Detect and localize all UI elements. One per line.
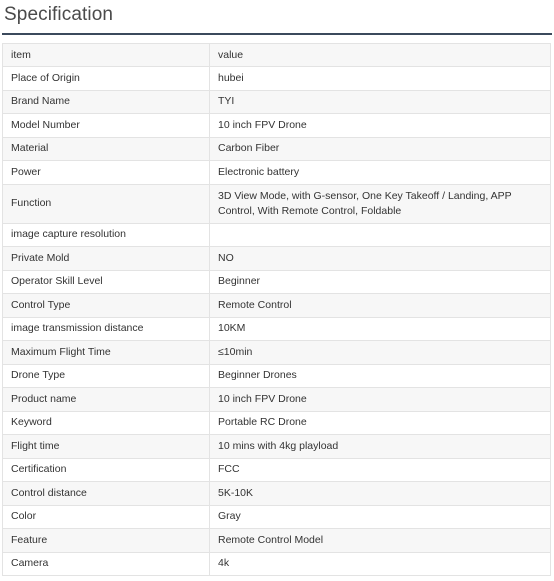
table-row <box>3 411 551 435</box>
spec-value: Beginner <box>210 270 551 294</box>
spec-key: Product name <box>3 388 210 412</box>
table-header-row <box>3 44 551 67</box>
spec-key: Keyword <box>3 411 210 435</box>
table-row <box>3 482 551 506</box>
table-row <box>3 505 551 529</box>
spec-value: NO <box>210 247 551 271</box>
spec-key: Certification <box>3 458 210 482</box>
title-divider <box>2 33 552 35</box>
section-title: Specification <box>4 4 114 25</box>
spec-key: Brand Name <box>3 90 210 114</box>
table-row <box>3 114 551 138</box>
table-row <box>3 184 551 223</box>
spec-key: Control Type <box>3 294 210 318</box>
spec-key: Function <box>3 184 210 223</box>
spec-value: FCC <box>210 458 551 482</box>
spec-key: Flight time <box>3 435 210 459</box>
header-cell-item: item <box>3 44 210 67</box>
spec-value: Electronic battery <box>210 161 551 185</box>
table-row <box>3 137 551 161</box>
table-row <box>3 270 551 294</box>
spec-value: 5K-10K <box>210 482 551 506</box>
table-row <box>3 223 551 247</box>
table-row <box>3 317 551 341</box>
spec-value: 10 inch FPV Drone <box>210 114 551 138</box>
spec-value: Remote Control Model <box>210 529 551 553</box>
spec-value <box>210 223 551 247</box>
spec-value: TYI <box>210 90 551 114</box>
spec-key: Drone Type <box>3 364 210 388</box>
table-row <box>3 458 551 482</box>
spec-key: Operator Skill Level <box>3 270 210 294</box>
spec-value: ≤10min <box>210 341 551 365</box>
spec-key: Private Mold <box>3 247 210 271</box>
spec-key: Control distance <box>3 482 210 506</box>
table-row <box>3 90 551 114</box>
spec-key: Model Number <box>3 114 210 138</box>
spec-value: Portable RC Drone <box>210 411 551 435</box>
spec-table <box>2 43 551 576</box>
table-row <box>3 552 551 576</box>
spec-key: image transmission distance <box>3 317 210 341</box>
spec-key: Power <box>3 161 210 185</box>
spec-value: 4k <box>210 552 551 576</box>
table-row <box>3 341 551 365</box>
spec-key: Feature <box>3 529 210 553</box>
table-row <box>3 388 551 412</box>
spec-value: Gray <box>210 505 551 529</box>
spec-value: 10 inch FPV Drone <box>210 388 551 412</box>
table-row <box>3 247 551 271</box>
spec-key: Place of Origin <box>3 67 210 91</box>
spec-value: 10KM <box>210 317 551 341</box>
spec-value: Remote Control <box>210 294 551 318</box>
table-row <box>3 294 551 318</box>
spec-value: hubei <box>210 67 551 91</box>
table-row <box>3 364 551 388</box>
header-cell-value: value <box>210 44 551 67</box>
spec-key: Maximum Flight Time <box>3 341 210 365</box>
table-row <box>3 67 551 91</box>
table-row <box>3 161 551 185</box>
spec-value: 10 mins with 4kg playload <box>210 435 551 459</box>
spec-key: image capture resolution <box>3 223 210 247</box>
spec-key: Color <box>3 505 210 529</box>
spec-value: Beginner Drones <box>210 364 551 388</box>
spec-value: Carbon Fiber <box>210 137 551 161</box>
table-row <box>3 529 551 553</box>
spec-key: Camera <box>3 552 210 576</box>
spec-value: 3D View Mode, with G-sensor, One Key Takeoff / Landing, APP Control, With Remote Control, Foldable <box>210 184 551 223</box>
spec-key: Material <box>3 137 210 161</box>
table-row <box>3 435 551 459</box>
